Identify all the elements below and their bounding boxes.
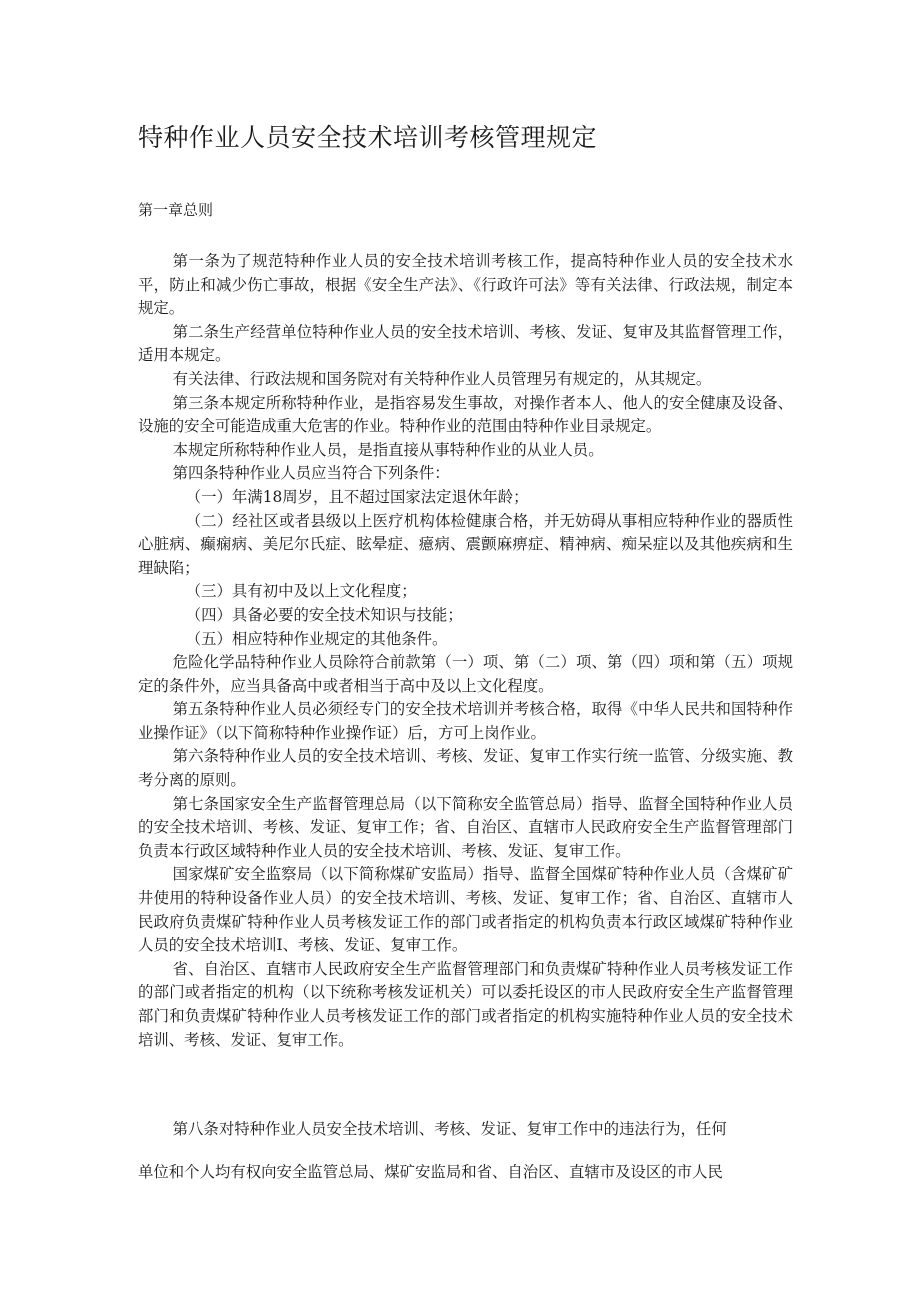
paragraph: 第六条特种作业人员的安全技术培训、考核、发证、复审工作实行统一监管、分级实施、教考分离的原则。 [138,747,793,790]
paragraph: 第三条本规定所称特种作业，是指容易发生事故，对操作者本人、他人的安全健康及设备、设施的安全可能造成重大危害的作业。特种作业的范围由特种作业目录规定。 [138,393,793,436]
paragraph-line: 单位和个人均有权向安全监管总局、煤矿安监局和省、自治区、直辖市及设区的市人民 [138,1163,723,1181]
document-body [138,250,793,1052]
paragraph-line: 第八条对特种作业人员安全技术培训、考核、发证、复审工作中的违法行为，任何 [172,1120,727,1138]
paragraph: 第四条特种作业人员应当符合下列条件： [172,464,450,483]
paragraph: 第五条特种作业人员必须经专门的安全技术培训并考核合格，取得《中华人民共和国特种作业操作证》（以下简称特种作业操作证）后，方可上岗作业。 [138,700,793,742]
list-item: （三）具有初中及以上文化程度； [185,582,417,601]
paragraph: 第二条生产经营单位特种作业人员的安全技术培训、考核、发证、复审及其监督管理工作，适用本规定。 [138,322,793,365]
list-item: （一）年满18周岁，且不超过国家法定退休年龄； [185,487,529,506]
paragraph: 本规定所称特种作业人员，是指直接从事特种作业的从业人员。 [172,440,604,459]
document-title: 特种作业人员安全技术培训考核管理规定 [138,123,598,152]
chapter-heading: 第一章总则 [138,201,214,219]
list-item: （二）经社区或者县级以上医疗机构体检健康合格，并无妨碍从事相应特种作业的器质性心脏病、癫痫病、美尼尔氏症、眩晕症、癔病、震颤麻痹症、精神病、痴呆症以及其他疾病和生理缺陷； [138,511,793,577]
list-item: （五）相应特种作业规定的其他条件。 [185,629,448,648]
paragraph: 国家煤矿安全监察局（以下简称煤矿安监局）指导、监督全国煤矿特种作业人员（含煤矿矿井使用的特种设备作业人员）的安全技术培训、考核、发证、复审工作；省、自治区、直辖市人民政府负责煤矿特种作业人员考核发证工作的部门或者指定的机构负责本行政区域煤矿特种作业人员的安全技术培训I、考核、发证、复审工作。 [138,865,793,955]
list-item: （四）具备必要的安全技术知识与技能； [185,605,463,624]
paragraph: 有关法律、行政法规和国务院对有关特种作业人员管理另有规定的，从其规定。 [172,369,712,388]
paragraph: 危险化学品特种作业人员除符合前款第（一）项、第（二）项、第（四）项和第（五）项规定的条件外，应当具备高中或者相当于高中及以上文化程度。 [138,653,793,695]
paragraph: 省、自治区、直辖市人民政府安全生产监督管理部门和负责煤矿特种作业人员考核发证工作的部门或者指定的机构（以下统称考核发证机关）可以委托设区的市人民政府安全生产监督管理部门和负责煤矿特种作业人员考核发证工作的部门或者指定的机构实施特种作业人员的安全技术培训、考核、发证、复审工作。 [138,959,793,1049]
paragraph: 第七条国家安全生产监督管理总局（以下简称安全监管总局）指导、监督全国特种作业人员的安全技术培训、考核、发证、复审工作；省、自治区、直辖市人民政府安全生产监督管理部门负责本行政区域特种作业人员的安全技术培训、考核、发证、复审工作。 [138,794,793,860]
paragraph: 第一条为了规范特种作业人员的安全技术培训考核工作，提高特种作业人员的安全技术水平，防止和减少伤亡事故，根据《安全生产法》、《行政许可法》等有关法律、行政法规，制定本规定。 [138,252,793,318]
